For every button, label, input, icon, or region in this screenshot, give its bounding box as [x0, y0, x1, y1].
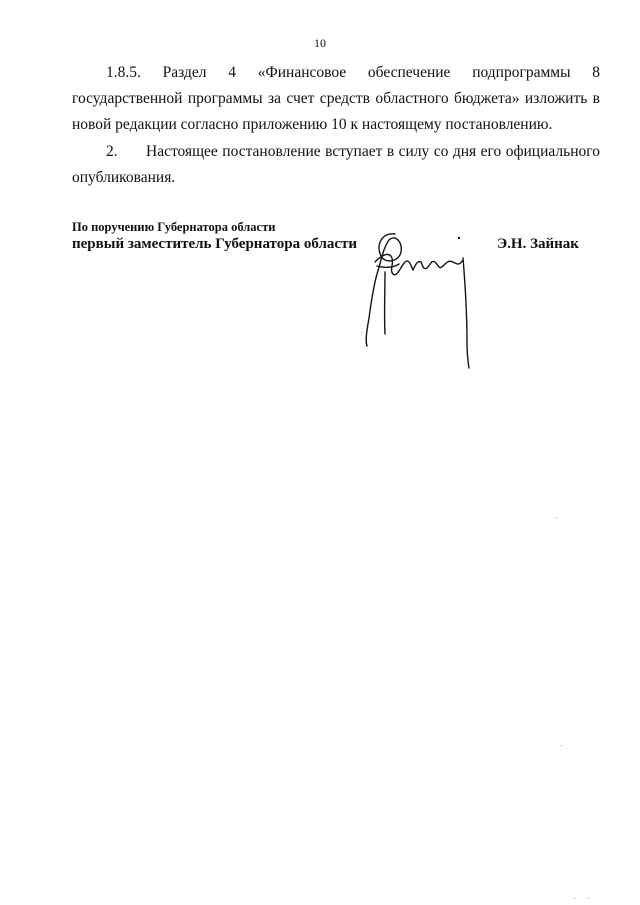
handwritten-signature-icon [355, 222, 485, 372]
scan-speck [556, 517, 557, 518]
scan-speck [574, 898, 575, 899]
paragraph-1-8-5: 1.8.5. Раздел 4 «Финансовое обеспечение подпрограммы 8 государственной программы за счет средств областного бюджета» изложить в новой редакции согласно приложению 10 к настоящему постановлению. [72, 64, 600, 133]
page-number: 10 [314, 36, 326, 50]
paragraph-2-text: Настоящее постановление вступает в силу со дня его официального опубликования. [72, 143, 600, 186]
signer-pretitle: По поручению Губернатора области [72, 220, 276, 234]
signer-title: первый заместитель Губернатора области [72, 236, 358, 252]
scan-speck [561, 745, 562, 746]
paragraph-2 [72, 139, 600, 191]
paragraph-2-number: 2. [106, 143, 118, 160]
signer-name: Э.Н. Зайнак [497, 236, 579, 252]
scan-speck [588, 898, 589, 899]
